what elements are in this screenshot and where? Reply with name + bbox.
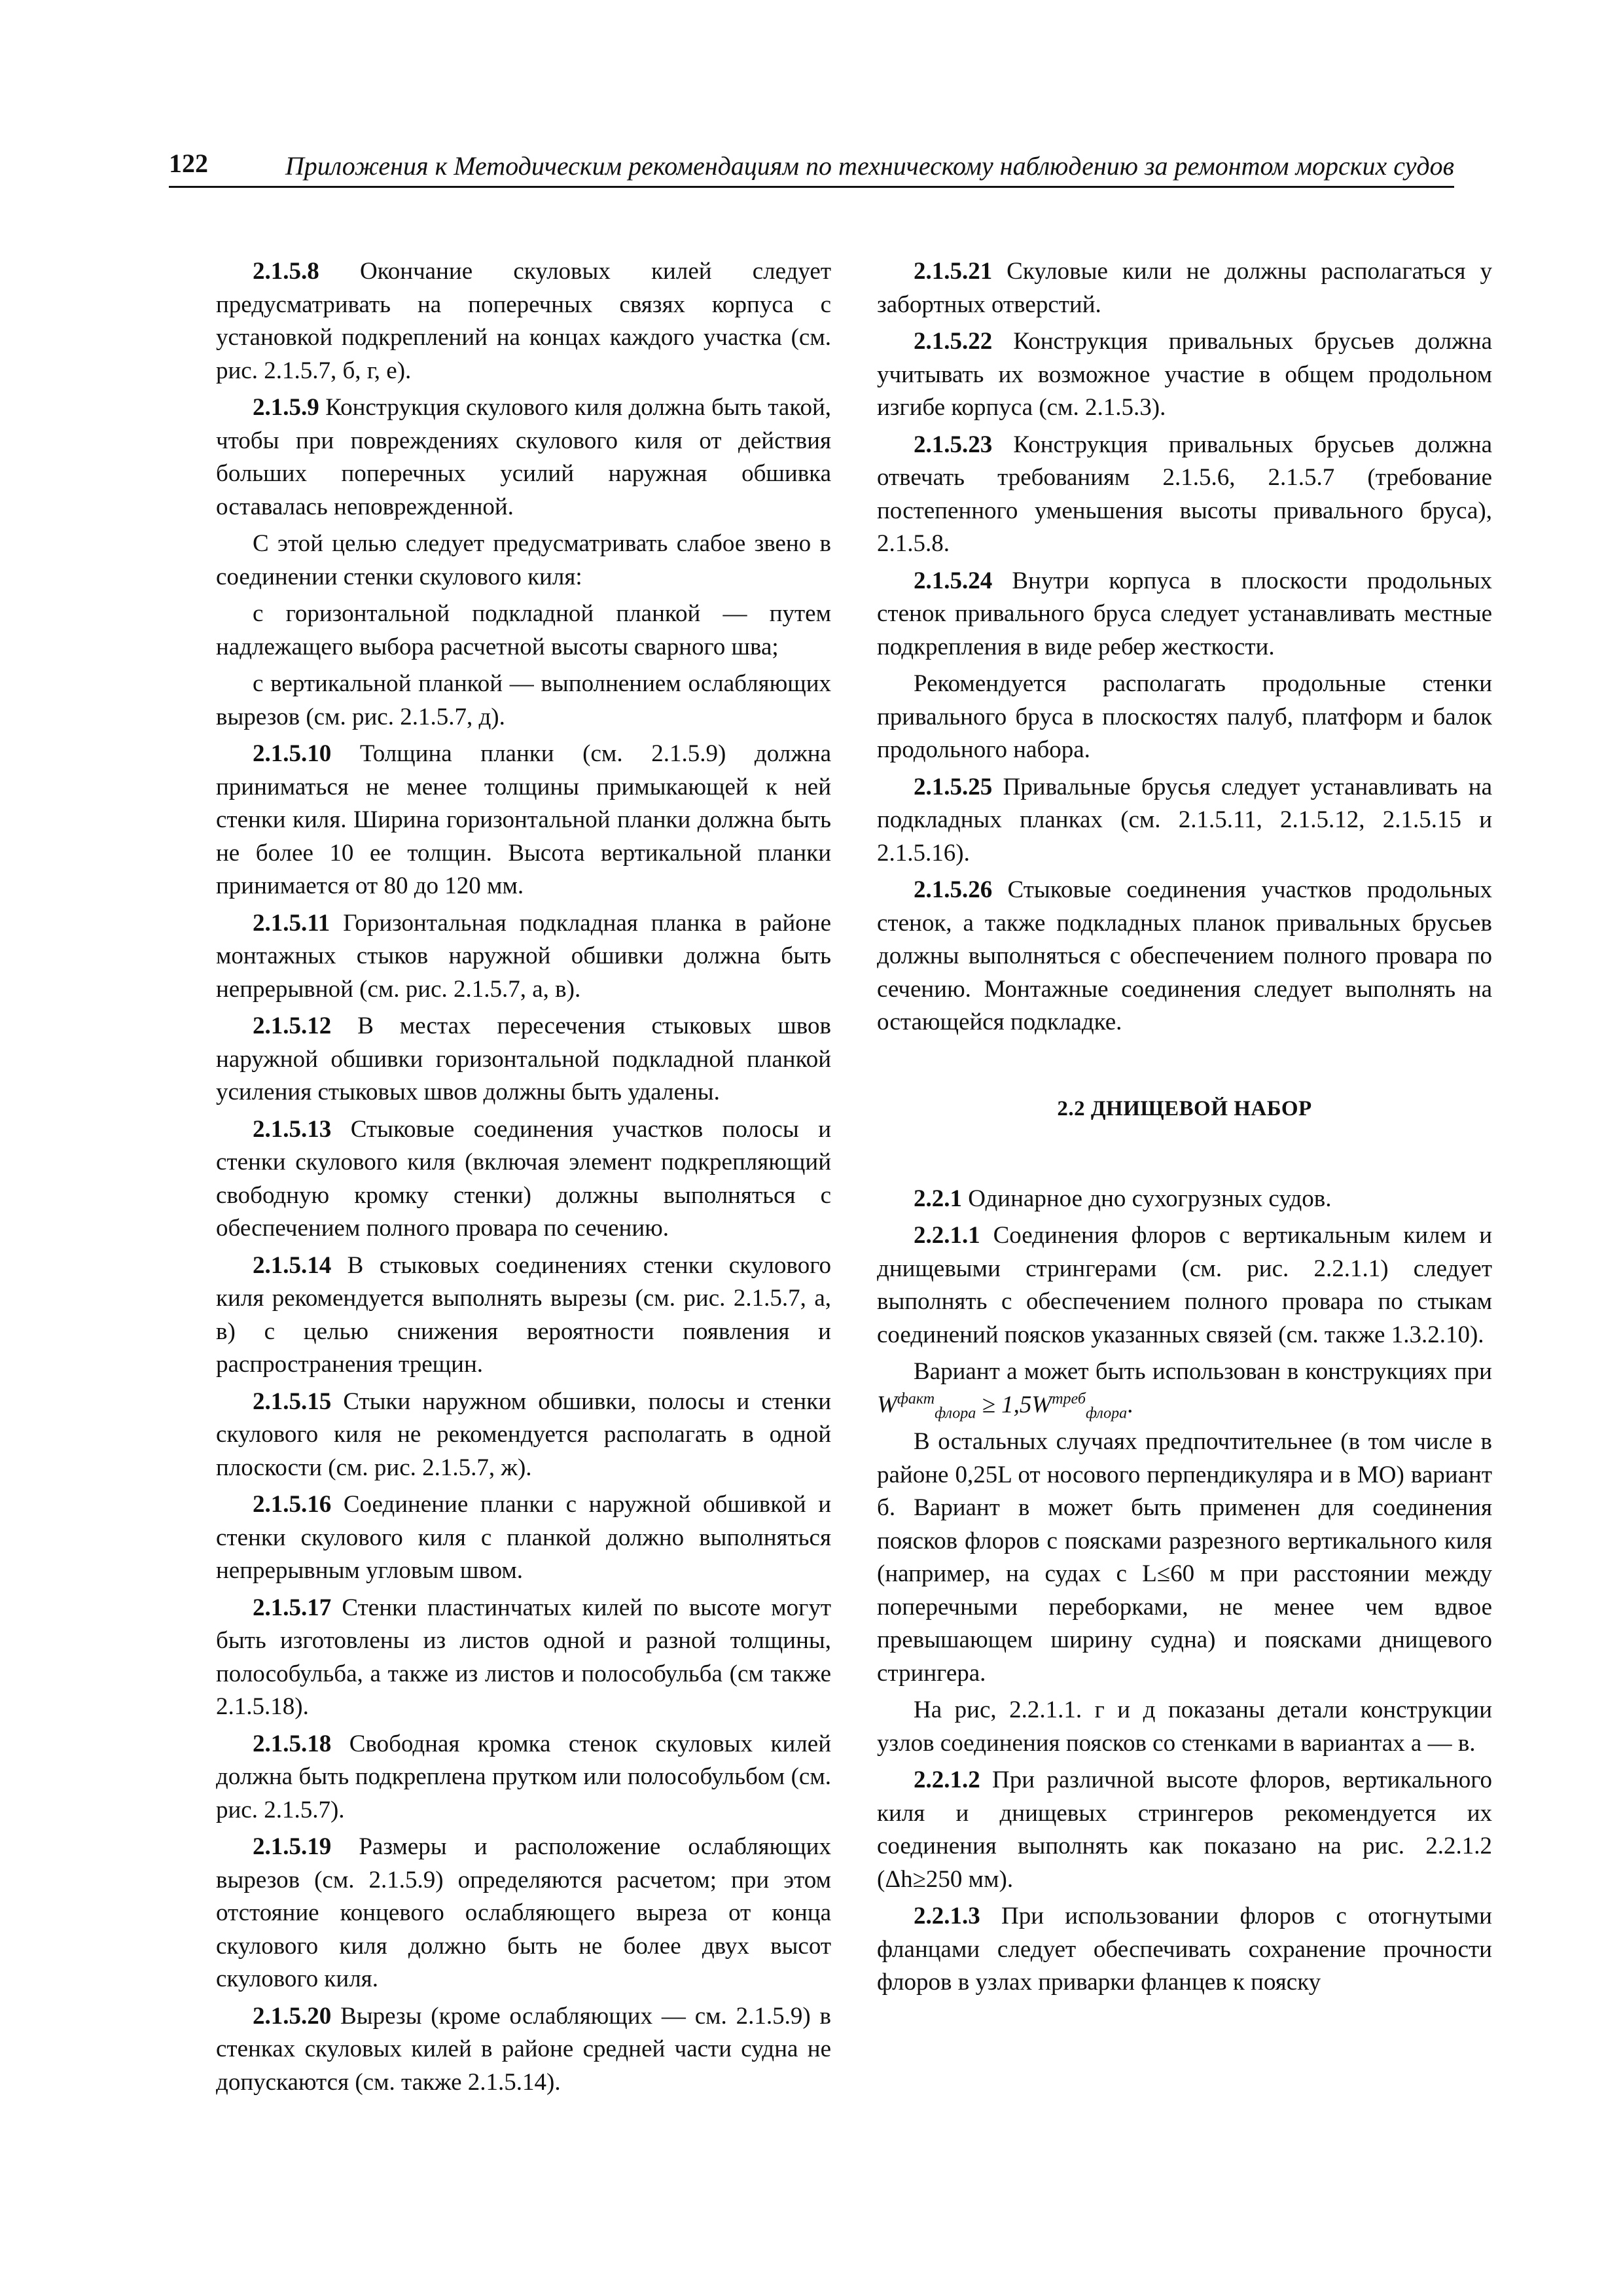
paragraph: 2.1.5.17 Стенки пластинчатых килей по высоте могут быть изготовлены из листов одной и разной толщины, полособульба, а также из листов и полособульба (см также 2.1.5.18). <box>216 1594 831 1720</box>
paragraph: 2.2.1.2 При различной высоте флоров, вертикального киля и днищевых стрингеров рекомендуется их соединения выполнять как показано на рис. 2.2.1.2 (Δh≥250 мм). <box>877 1767 1492 1893</box>
running-title: Приложения к Методическим рекомендациям по техническому наблюдению за ремонтом морских судов <box>285 151 1454 181</box>
paragraph: 2.1.5.12 В местах пересечения стыковых швов наружной обшивки горизонтальной подкладной планкой усиления стыковых швов должны быть удалены. <box>216 1013 831 1105</box>
paragraph: В остальных случаях предпочтительнее (в том числе в районе 0,25L от носового перпендикуляра и в МО) вариант б. Вариант в может быть применен для соединения поясков флоров с поясками разрезного вертикального киля (например, на судах с L≤60 м при расстоянии между поперечными переборками, не менее чем вдвое превышающем ширину судна) и поясками днищевого стрингера. <box>877 1428 1492 1687</box>
paragraph: Рекомендуется располагать продольные стенки привального бруса в плоскостях палуб, платформ и балок продольного набора. <box>877 670 1492 763</box>
left-column <box>216 255 831 2103</box>
formula-paragraph: Вариант а может быть использован в конструкциях при $W^{факт}_{флора} \ge 1,5W^{треб}_{флора}$. <box>877 1358 1492 1422</box>
paragraph: 2.1.5.10 Толщина планки (см. 2.1.5.9) должна приниматься не менее толщины примыкающей к ней стенки киля. Ширина горизонтальной планки должна быть не более 10 ее толщин. Высота вертикальной планки принимается от 80 до 120 мм. <box>216 740 831 899</box>
formula: $W^{факт}_{флора} \ge 1,5W^{треб}_{флора}$ <box>877 1390 1128 1422</box>
paragraph: с горизонтальной подкладной планкой — путем надлежащего выбора расчетной высоты сварного шва; <box>216 600 831 660</box>
paragraph: 2.1.5.20 Вырезы (кроме ослабляющих — см. 2.1.5.9) в стенках скуловых килей в районе средней части судна не допускаются (см. также 2.1.5.14). <box>216 2002 831 2096</box>
paragraph: 2.1.5.23 Конструкция привальных брусьев должна отвечать требованиям 2.1.5.6, 2.1.5.7 (требование постепенного уменьшения высоты привального бруса), 2.1.5.8. <box>877 431 1492 557</box>
paragraph: 2.2.1 Одинарное дно сухогрузных судов. <box>914 1185 1332 1212</box>
page-header <box>169 145 1454 188</box>
paragraph: 2.1.5.19 Размеры и расположение ослабляющих вырезов (см. 2.1.5.9) определяются расчетом; при этом отстояние концевого ослабляющего выреза от конца скулового киля должно быть не более двух высот скулового киля. <box>216 1833 831 1992</box>
page-number: 122 <box>169 149 208 178</box>
paragraph: 2.1.5.9 Конструкция скулового киля должна быть такой, чтобы при повреждениях скулового киля от действия больших поперечных усилий наружная обшивка оставалась неповрежденной. <box>216 394 831 520</box>
paragraph: 2.2.1.3 При использовании флоров с отогнутыми фланцами следует обеспечивать сохранение прочности флоров в узлах приварки фланцев к пояску <box>877 1903 1492 1996</box>
paragraph: 2.1.5.15 Стыки наружном обшивки, полосы и стенки скулового киля не рекомендуется располагать в одной плоскости (см. рис. 2.1.5.7, ж). <box>216 1388 831 1481</box>
section-heading: 2.2 ДНИЩЕВОЙ НАБОР <box>1057 1096 1312 1121</box>
right-column <box>877 255 1492 2003</box>
paragraph: 2.1.5.24 Внутри корпуса в плоскости продольных стенок привального бруса следует устанавливать местные подкрепления в виде ребер жесткости. <box>877 567 1492 660</box>
paragraph: 2.1.5.11 Горизонтальная подкладная планка в районе монтажных стыков наружной обшивки должна быть непрерывной (см. рис. 2.1.5.7, а, в). <box>216 909 831 1003</box>
paragraph: 2.1.5.21 Скуловые кили не должны располагаться у забортных отверстий. <box>877 258 1492 318</box>
paragraph: 2.1.5.14 В стыковых соединениях стенки скулового киля рекомендуется выполнять вырезы (см. рис. 2.1.5.7, а, в) с целью снижения вероятности появления и распространения трещин. <box>216 1251 831 1378</box>
paragraph: 2.1.5.13 Стыковые соединения участков полосы и стенки скулового киля (включая элемент подкрепляющий свободную кромку стенки) должны выполняться с обеспечением полного провара по сечению. <box>216 1115 831 1242</box>
paragraph: с вертикальной планкой — выполнением ослабляющих вырезов (см. рис. 2.1.5.7, д). <box>216 670 831 730</box>
paragraph: 2.2.1.1 Соединения флоров с вертикальным килем и днищевыми стрингерами (см. рис. 2.2.1.1) следует выполнять с обеспечением полного провара по стыкам соединений поясков указанных связей (см. также 1.3.2.10). <box>877 1222 1492 1348</box>
paragraph: С этой целью следует предусматривать слабое звено в соединении стенки скулового киля: <box>216 530 831 590</box>
paragraph: 2.1.5.22 Конструкция привальных брусьев должна учитывать их возможное участие в общем продольном изгибе корпуса (см. 2.1.5.3). <box>877 328 1492 421</box>
paragraph: 2.1.5.16 Соединение планки с наружной обшивкой и стенки скулового киля с планкой должно выполняться непрерывным угловым швом. <box>216 1491 831 1584</box>
paragraph: 2.1.5.25 Привальные брусья следует устанавливать на подкладных планках (см. 2.1.5.11, 2.1.5.12, 2.1.5.15 и 2.1.5.16). <box>877 773 1492 867</box>
paragraph: 2.1.5.18 Свободная кромка стенок скуловых килей должна быть подкреплена прутком или полособульбом (см. рис. 2.1.5.7). <box>216 1730 831 1823</box>
paragraph: 2.1.5.8 Окончание скуловых килей следует предусматривать на поперечных связях корпуса с установкой подкреплений на концах каждого участка (см. рис. 2.1.5.7, б, г, е). <box>216 258 831 384</box>
paragraph: 2.1.5.26 Стыковые соединения участков продольных стенок, а также подкладных планок привальных брусьев должны выполняться с обеспечением полного провара по сечению. Монтажные соединения следует выполнять на остающейся подкладке. <box>877 876 1492 1035</box>
paragraph: На рис, 2.2.1.1. г и д показаны детали конструкции узлов соединения поясков со стенками в вариантах а — в. <box>877 1696 1492 1757</box>
